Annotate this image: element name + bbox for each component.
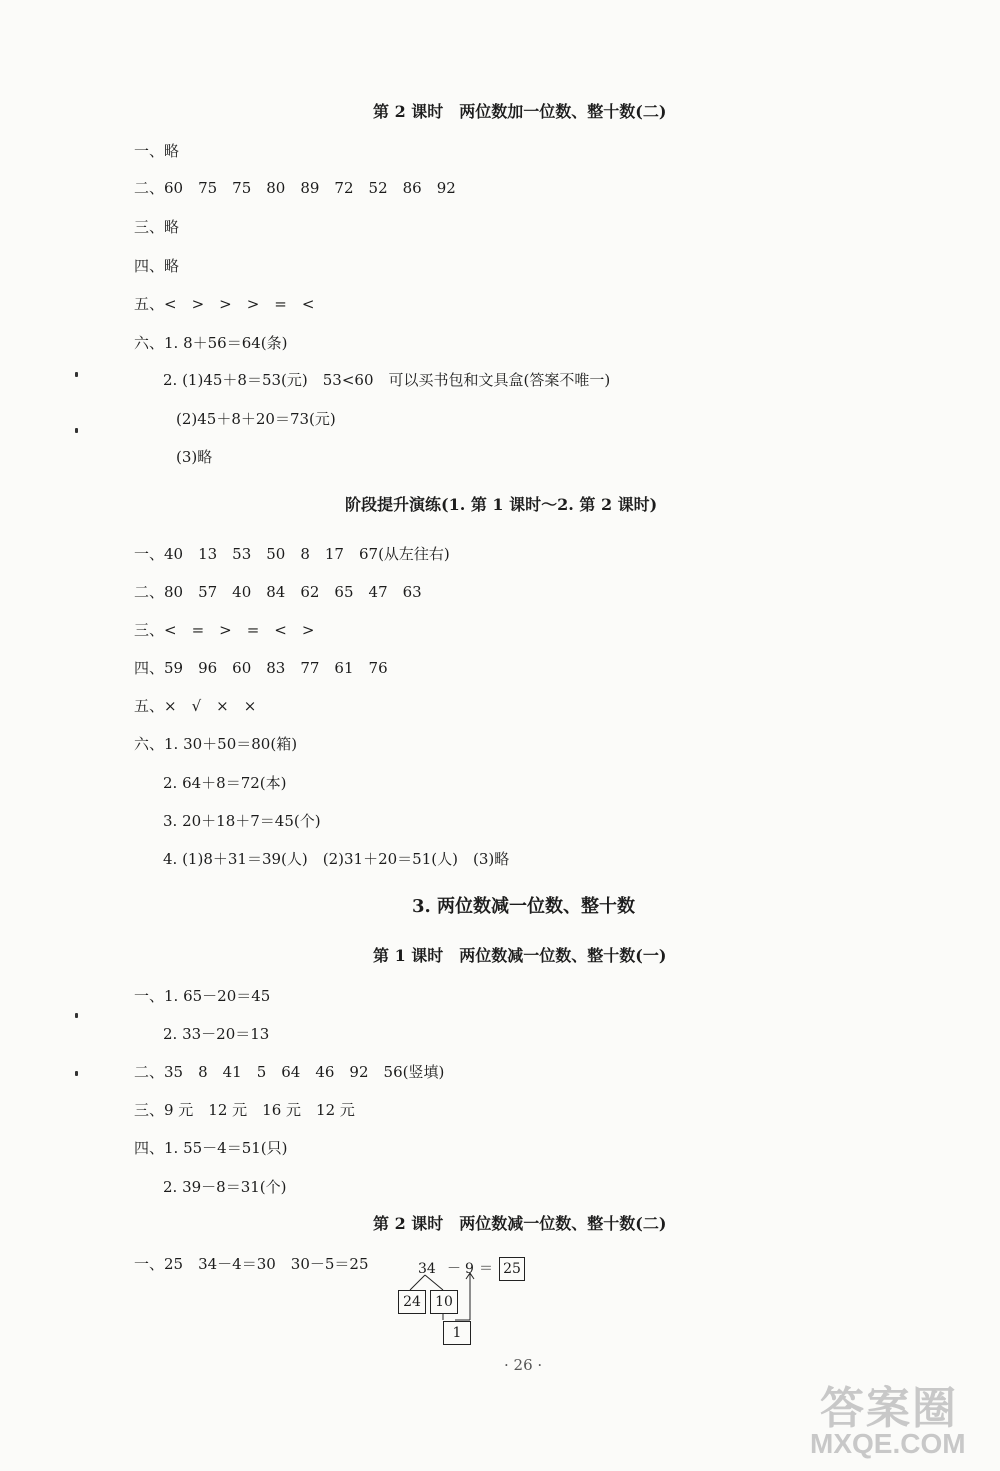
diagram-subtrahend: 9 [465,1261,474,1277]
answer-line: (2)45＋8＋20＝73(元) [176,410,336,428]
answer-line: 一、1. 65－20＝45 [134,987,271,1005]
answer-line: 2. 64＋8＝72(本) [163,774,287,792]
answer-line: 一、25 34－4＝30 30－5＝25 [134,1255,369,1273]
answer-line: 六、1. 8＋56＝64(条) [134,334,288,352]
answer-line: 三、< = > = < > [134,621,315,639]
answer-line: 一、略 [134,142,180,160]
watermark-logo: 答案圈 [820,1384,958,1433]
answer-line: 五、× √ × × [134,697,257,715]
diagram-connector-lines [395,1272,485,1362]
answer-line: 2. (1)45＋8＝53(元) 53<60 可以买书包和文具盒(答案不唯一) [163,371,611,389]
diagram-result-box: 25 [499,1257,525,1281]
unit3-lesson2-title: 第 2 课时 两位数减一位数、整十数(二) [373,1214,667,1233]
margin-mark [75,1071,78,1076]
diagram-minuend: 34 [418,1261,436,1277]
margin-mark [75,372,78,377]
unit3-lesson1-title: 第 1 课时 两位数减一位数、整十数(一) [373,946,667,965]
margin-mark [75,1013,78,1018]
answer-line: 四、59 96 60 83 77 61 76 [134,659,388,677]
diagram-minus: － [447,1261,461,1277]
answer-line: 五、< > > > = < [134,295,315,313]
answer-line: 2. 39－8＝31(个) [163,1178,287,1196]
answer-line: (3)略 [176,448,213,466]
diagram-bottom-box: 1 [443,1321,471,1345]
answer-line: 二、60 75 75 80 89 72 52 86 92 [134,179,456,197]
answer-line: 2. 33－20＝13 [163,1025,270,1043]
lesson2-title: 第 2 课时 两位数加一位数、整十数(二) [373,102,667,121]
stage-title: 阶段提升演练(1. 第 1 课时～2. 第 2 课时) [345,495,658,514]
answer-line: 二、35 8 41 5 64 46 92 56(竖填) [134,1063,445,1081]
diagram-split-box-b: 10 [430,1290,458,1314]
unit3-title: 3. 两位数减一位数、整十数 [412,896,636,917]
answer-line: 4. (1)8＋31＝39(人) (2)31＋20＝51(人) (3)略 [163,850,510,868]
answer-line: 三、略 [134,218,180,236]
answer-line: 四、略 [134,257,180,275]
page-number: · 26 · [504,1356,543,1374]
diagram-split-box-a: 24 [398,1290,426,1314]
answer-line: 3. 20＋18＋7＝45(个) [163,812,321,830]
watermark-url: MXQE.COM [810,1428,966,1459]
answer-line: 三、9 元 12 元 16 元 12 元 [134,1101,355,1119]
margin-mark [75,428,78,433]
answer-line: 二、80 57 40 84 62 65 47 63 [134,583,422,601]
diagram-equals: ＝ [479,1261,493,1277]
answer-line: 一、40 13 53 50 8 17 67(从左往右) [134,545,450,563]
answer-line: 四、1. 55－4＝51(只) [134,1139,288,1157]
answer-line: 六、1. 30＋50＝80(箱) [134,735,298,753]
